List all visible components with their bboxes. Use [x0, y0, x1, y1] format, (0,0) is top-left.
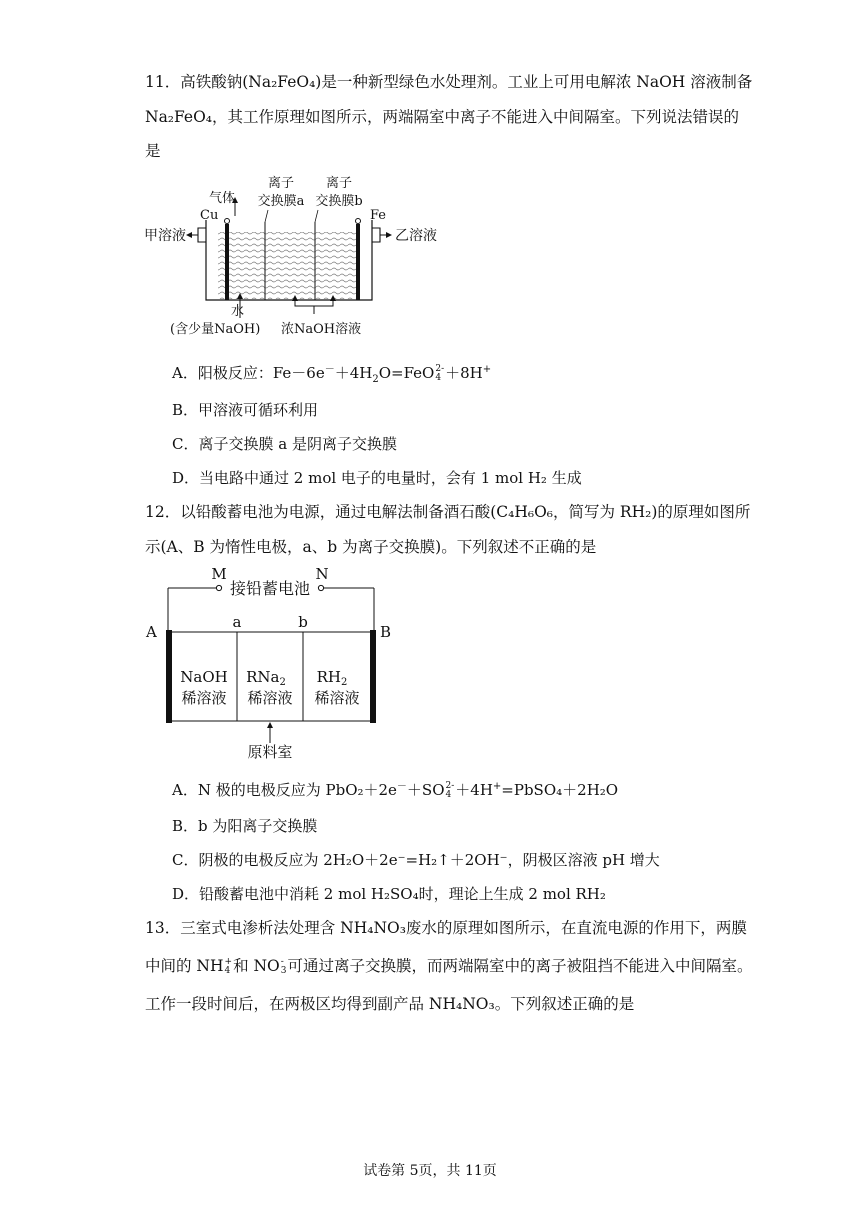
q11-left-outlet-label: 甲溶液: [144, 228, 186, 244]
q11-stem-line1: 11．高铁酸钠(Na₂FeO₄)是一种新型绿色水处理剂。工业上可用电解浓 NaOH 溶液制备: [145, 73, 753, 91]
q12-n-label: N: [315, 565, 329, 583]
q11-option-a: A．阳极反应：$Fe-6e^-+4H_2O=FeO$ 2- 4 ＋8H+: [172, 364, 492, 385]
page-footer: 试卷第 5页，共 11页: [363, 1163, 497, 1179]
q11-naoh-label: 浓NaOH溶液: [281, 322, 362, 337]
q12-m-label: M: [211, 565, 227, 583]
q11-stem-line3: 是: [145, 142, 161, 160]
q11-cu-electrode: [225, 224, 229, 300]
q12-option-b: B．b 为阳离子交换膜: [172, 817, 318, 835]
q12-feed-label: 原料室: [247, 743, 293, 760]
q12-chamber3-sub: 2: [341, 677, 348, 688]
q11-fe-electrode: [356, 224, 360, 300]
q11-liquid: [218, 232, 360, 299]
q12-stem-line2: 示(A、B 为惰性电极，a、b 为离子交换膜)。下列叙述不正确的是: [145, 538, 597, 556]
q12-option-d: D．铅酸蓄电池中消耗 2 mol H₂SO₄时，理论上生成 2 mol RH₂: [172, 885, 606, 903]
q12-electrode-a: [166, 630, 172, 723]
q12-stem-line1: 12．以铅酸蓄电池为电源，通过电解法制备酒石酸(C₄H₆O₆，简写为 RH₂)的原理如图所: [145, 503, 751, 521]
q11-membrane-a-label1: 离子: [267, 176, 295, 191]
q11-membrane-b-label2: 交换膜b: [315, 194, 363, 209]
q12-chamber1-bottom: 稀溶液: [181, 689, 227, 707]
q11-option-b: B．甲溶液可循环利用: [172, 401, 319, 419]
q11-membrane-b-label1: 离子: [325, 176, 353, 191]
q11-option-c: C．离子交换膜 a 是阴离子交换膜: [172, 435, 397, 453]
q12-membrane-b-label: b: [298, 613, 308, 631]
q11-cu-label: Cu: [200, 208, 219, 223]
q11-electrolysis-diagram: [140, 170, 450, 340]
q12-battery-label: 接铅蓄电池: [229, 579, 311, 598]
q11-gas-label: 气体: [208, 191, 236, 206]
q12-chamber3-top: RH: [316, 668, 341, 686]
q11-water-label: 水: [231, 304, 245, 319]
q11-membrane-a-label2: 交换膜a: [257, 194, 305, 209]
svg-text:RH2: [317, 668, 348, 688]
q12-electrode-b-label: B: [380, 623, 392, 641]
q12-chamber2-top: RNa: [246, 668, 280, 686]
q12-chamber1-top: NaOH: [180, 668, 228, 686]
q11-fe-label: Fe: [370, 208, 387, 223]
q13-stem-line3: 工作一段时间后，在两极区均得到副产品 NH₄NO₃。下列叙述正确的是: [145, 995, 635, 1013]
q12-option-a: A．N 极的电极反应为 PbO₂＋2e－＋SO 2- 4 ＋4H+=PbSO₄＋2H₂O: [172, 781, 619, 800]
q13-stem-line2: 中间的 NH + 4 和 NO - 3 可通过离子交换膜，而两端隔室中的离子被阻挡不能进入中间隔室。: [145, 957, 753, 976]
q12-electrolysis-diagram: [140, 565, 410, 760]
q12-electrode-a-label: A: [146, 623, 157, 641]
q11-water-note: (含少量NaOH): [170, 322, 261, 337]
q12-membrane-a-label: a: [232, 613, 242, 631]
q13-stem-line1: 13．三室式电渗析法处理含 NH₄NO₃废水的原理如图所示，在直流电源的作用下，两膜: [145, 919, 747, 937]
q12-chamber2-sub: 2: [279, 677, 286, 688]
q12-chamber3-bottom: 稀溶液: [314, 689, 360, 707]
q11-stem-line2: Na₂FeO₄，其工作原理如图所示，两端隔室中离子不能进入中间隔室。下列说法错误的: [145, 108, 740, 126]
q12-option-c: C．阴极的电极反应为 2H₂O＋2e⁻=H₂↑＋2OH⁻，阴极区溶液 pH 增大: [172, 851, 660, 869]
q11-right-outlet-label: 乙溶液: [395, 228, 437, 244]
svg-text:RNa2: [246, 668, 286, 688]
q12-chamber2-bottom: 稀溶液: [247, 689, 293, 707]
q12-electrode-b: [370, 630, 376, 723]
q11-option-d: D．当电路中通过 2 mol 电子的电量时，会有 1 mol H₂ 生成: [172, 469, 582, 487]
